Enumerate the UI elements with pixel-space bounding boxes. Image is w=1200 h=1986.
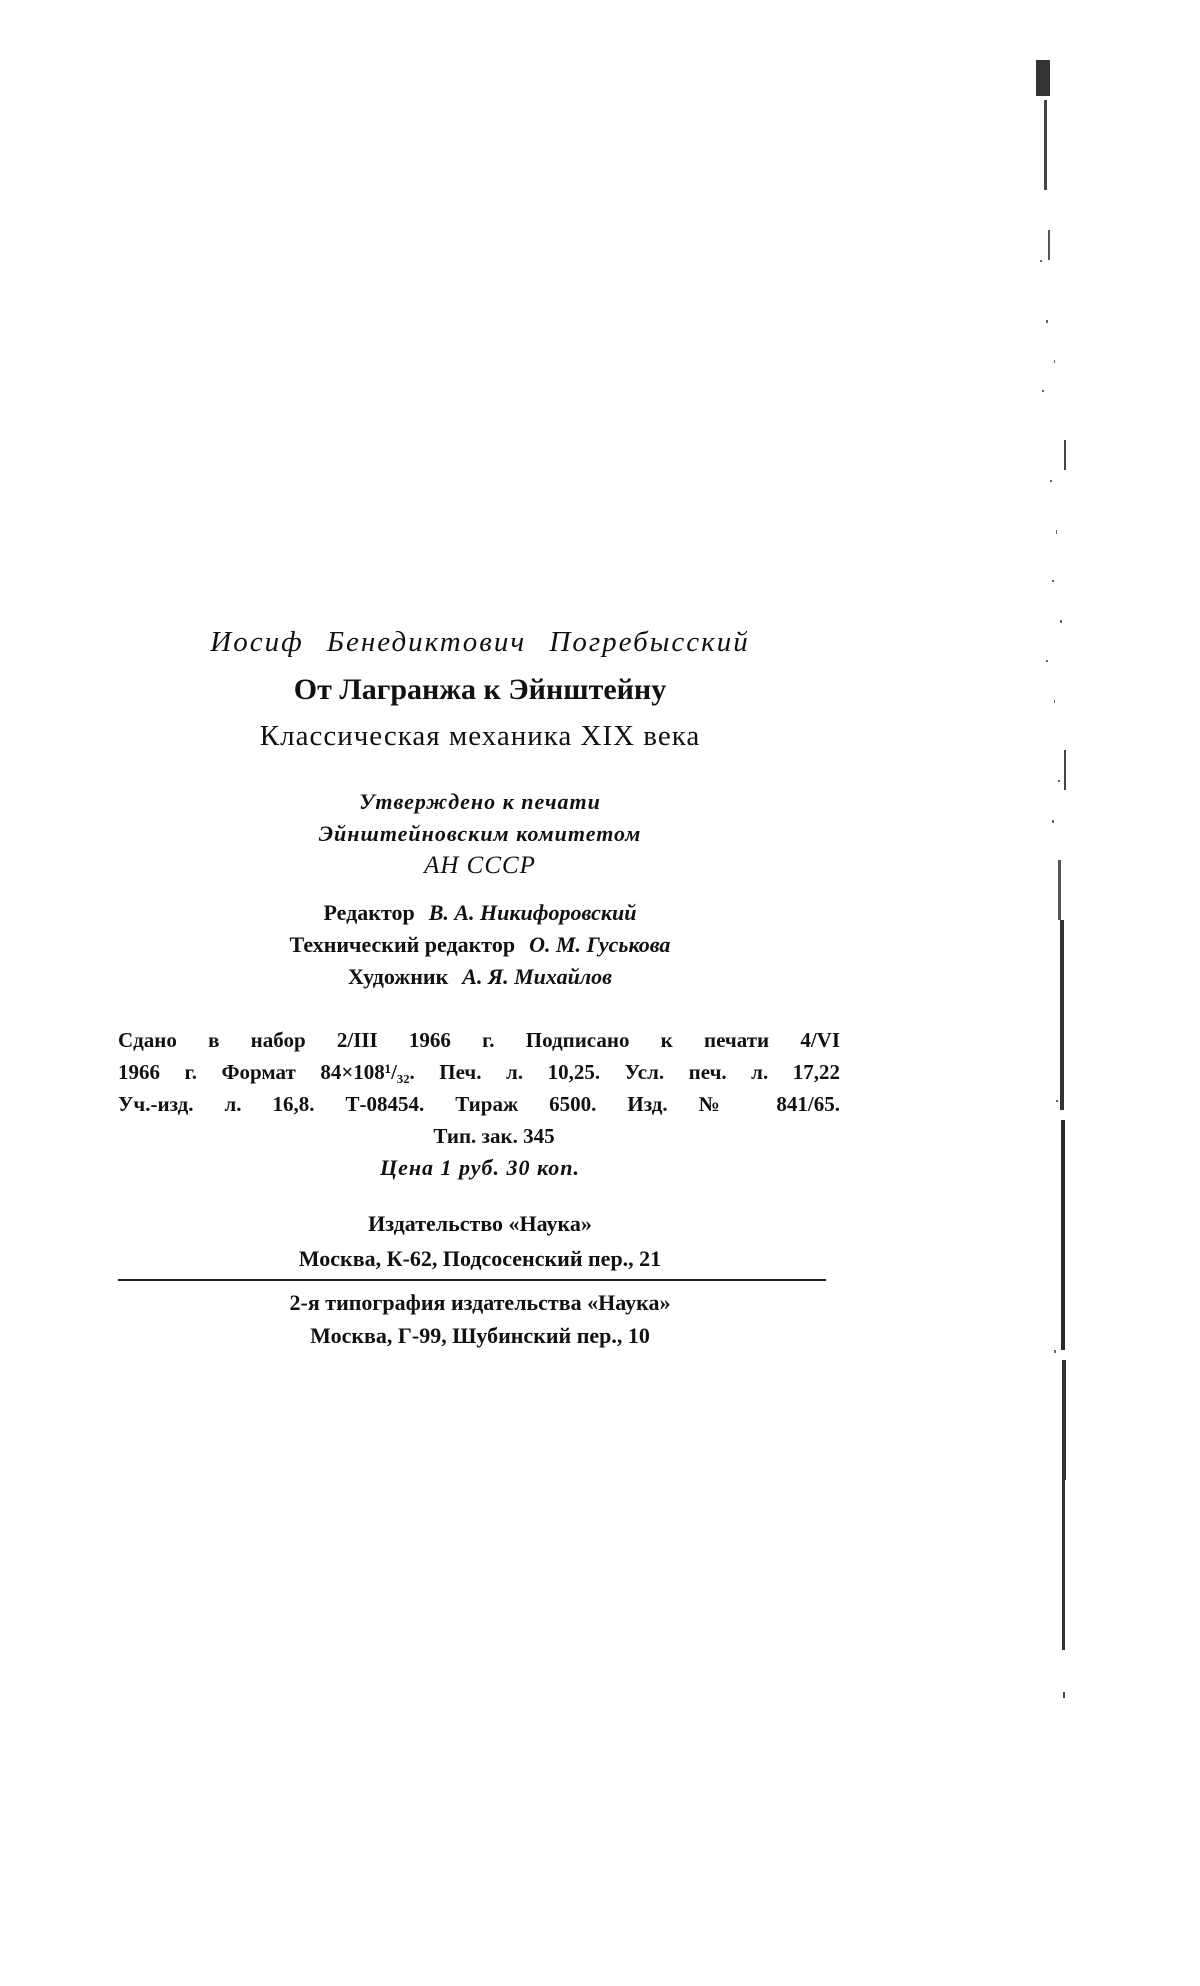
- approval-line-2: Эйнштейновским комитетом: [318, 821, 642, 846]
- divider-rule: [118, 1279, 826, 1281]
- approval-note: [110, 786, 850, 882]
- artist-credit: [110, 961, 850, 993]
- author-name: Иосиф Бенедиктович Погребысский: [210, 626, 750, 658]
- typography-info: [110, 1286, 850, 1352]
- print-details-line-1: Сдано в набор 2/III 1966 г. Подписано к печати 4/VI: [118, 1028, 840, 1052]
- print-details: [118, 1024, 840, 1152]
- staff-credits: [110, 897, 850, 993]
- editor-credit: [110, 897, 850, 929]
- book-title: От Лагранжа к Эйнштейну: [293, 673, 667, 706]
- typography-name: 2-я типография издательства «Наука»: [289, 1290, 671, 1315]
- publisher-address: Москва, К-62, Подсосенский пер., 21: [298, 1246, 662, 1271]
- print-details-line-3: Уч.-изд. л. 16,8. Т-08454. Тираж 6500. Изд. № 841/65.: [118, 1092, 840, 1116]
- scan-edge-artifact: [1034, 60, 1080, 1760]
- publisher-info: [110, 1206, 850, 1276]
- tech-editor-credit: [110, 929, 850, 961]
- artist-role: Художник: [348, 964, 449, 989]
- tech-editor-name: О. М. Гуськова: [529, 932, 671, 957]
- print-details-line-2: 1966 г. Формат 84×108¹/₃₂. Печ. л. 10,25. Усл. печ. л. 17,22: [118, 1060, 840, 1084]
- publisher-name: Издательство «Наука»: [368, 1211, 592, 1236]
- typography-address: Москва, Г-99, Шубинский пер., 10: [310, 1323, 650, 1348]
- book-subtitle: Классическая механика XIX века: [259, 720, 701, 752]
- approval-line-3: АН СССР: [424, 852, 536, 879]
- artist-name: А. Я. Михайлов: [462, 964, 612, 989]
- tech-editor-role: Технический редактор: [289, 932, 516, 957]
- print-details-line-4: Тип. зак. 345: [433, 1124, 555, 1148]
- price: Цена 1 руб. 30 коп.: [379, 1155, 581, 1180]
- editor-name: В. А. Никифоровский: [428, 900, 637, 925]
- editor-role: Редактор: [323, 900, 415, 925]
- approval-line-1: Утверждено к печати: [359, 789, 601, 814]
